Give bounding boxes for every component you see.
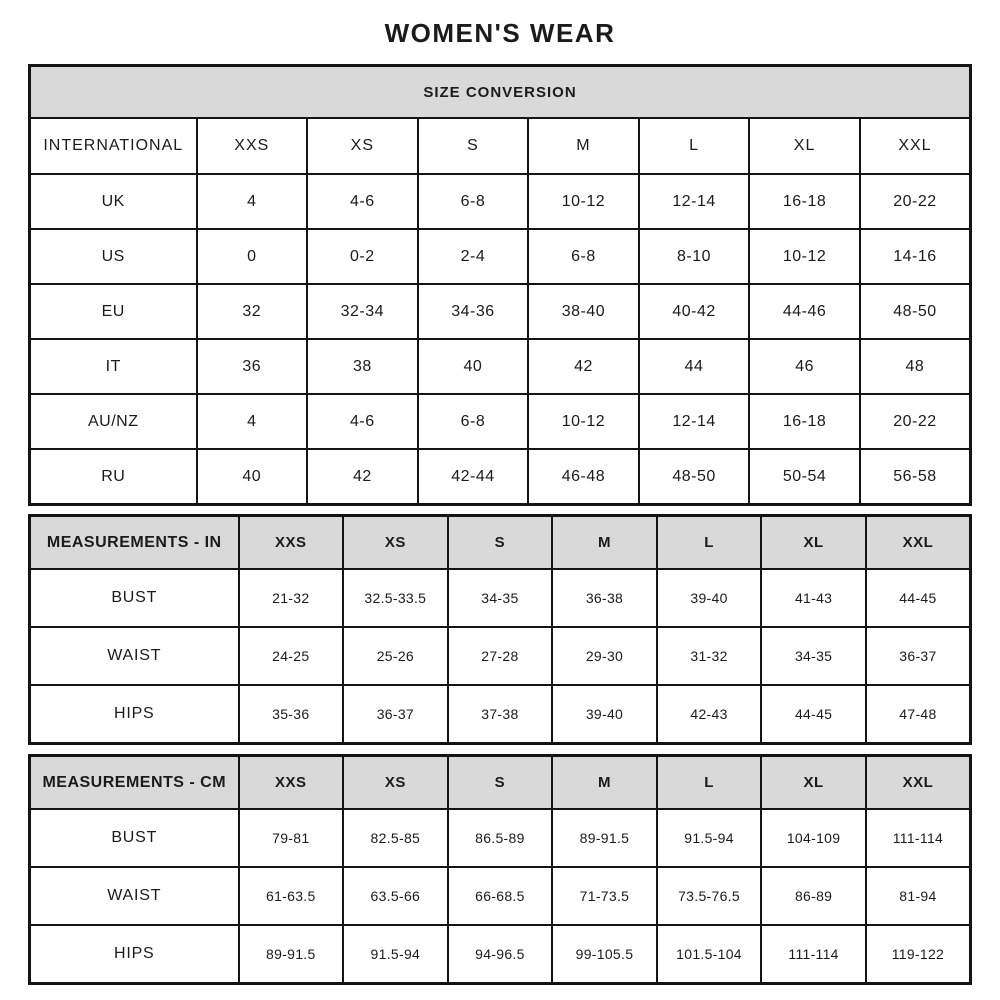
table-cell: 111-114	[866, 809, 971, 867]
table-cell: 94-96.5	[448, 925, 553, 984]
table-cell: 56-58	[860, 449, 971, 505]
table-cell: 50-54	[749, 449, 860, 505]
page-title: WOMEN'S WEAR	[384, 18, 616, 48]
table-cell: 40-42	[639, 284, 750, 339]
column-header-international: INTERNATIONAL	[30, 118, 197, 174]
table-cell: 44-45	[866, 569, 971, 627]
table-cell: 24-25	[239, 627, 344, 685]
column-header-xs: XS	[343, 516, 448, 570]
table-cell: 89-91.5	[239, 925, 344, 984]
table-cell: 86-89	[761, 867, 866, 925]
table-cell: 34-35	[761, 627, 866, 685]
table-row-hips	[30, 925, 971, 984]
table-cell: 38-40	[528, 284, 639, 339]
table-cell: 21-32	[239, 569, 344, 627]
column-header-xxs: XXS	[239, 756, 344, 810]
table-cell: 111-114	[761, 925, 866, 984]
table-cell: 42-43	[657, 685, 762, 744]
column-header-xl: XL	[749, 118, 860, 174]
table-cell: 0-2	[307, 229, 418, 284]
table-row-bust	[30, 569, 971, 627]
column-header-xxs: XXS	[239, 516, 344, 570]
table-cell: 12-14	[639, 394, 750, 449]
column-header-m: M	[528, 118, 639, 174]
table-cell: 8-10	[639, 229, 750, 284]
table-cell: 44-45	[761, 685, 866, 744]
table-cell: 48	[860, 339, 971, 394]
table-cell: 40	[197, 449, 308, 505]
row-label: HIPS	[30, 925, 239, 984]
table-cell: 82.5-85	[343, 809, 448, 867]
table-cell: 91.5-94	[343, 925, 448, 984]
table-cell: 40	[418, 339, 529, 394]
table-cell: 104-109	[761, 809, 866, 867]
table-cell: 36-38	[552, 569, 657, 627]
table-cell: 6-8	[418, 394, 529, 449]
row-label: BUST	[30, 809, 239, 867]
column-header-xxl: XXL	[860, 118, 971, 174]
measurements-cm-title: MEASUREMENTS - CM	[30, 756, 239, 810]
table-cell: 47-48	[866, 685, 971, 744]
table-row-ru	[30, 449, 971, 505]
table-cell: 42	[307, 449, 418, 505]
column-header-l: L	[657, 756, 762, 810]
table-cell: 39-40	[657, 569, 762, 627]
row-label: AU/NZ	[30, 394, 197, 449]
table-cell: 4	[197, 394, 308, 449]
table-cell: 71-73.5	[552, 867, 657, 925]
row-label: UK	[30, 174, 197, 229]
row-label: BUST	[30, 569, 239, 627]
table-cell: 4-6	[307, 174, 418, 229]
column-header-xl: XL	[761, 756, 866, 810]
table-cell: 46	[749, 339, 860, 394]
column-header-l: L	[639, 118, 750, 174]
table-row-uk	[30, 174, 971, 229]
table-cell: 0	[197, 229, 308, 284]
column-header-xs: XS	[307, 118, 418, 174]
table-cell: 16-18	[749, 174, 860, 229]
table-row-eu	[30, 284, 971, 339]
row-label: RU	[30, 449, 197, 505]
table-cell: 38	[307, 339, 418, 394]
table-cell: 61-63.5	[239, 867, 344, 925]
table-cell: 16-18	[749, 394, 860, 449]
column-header-xxs: XXS	[197, 118, 308, 174]
row-label: HIPS	[30, 685, 239, 744]
table-row-waist	[30, 867, 971, 925]
table-cell: 42-44	[418, 449, 529, 505]
table-cell: 32-34	[307, 284, 418, 339]
measurements-in-table	[28, 514, 972, 745]
table-cell: 39-40	[552, 685, 657, 744]
table-cell: 79-81	[239, 809, 344, 867]
table-cell: 63.5-66	[343, 867, 448, 925]
table-row-waist	[30, 627, 971, 685]
table-cell: 119-122	[866, 925, 971, 984]
table-cell: 46-48	[528, 449, 639, 505]
table-banner-row	[30, 66, 971, 119]
table-cell: 31-32	[657, 627, 762, 685]
table-cell: 29-30	[552, 627, 657, 685]
row-label: EU	[30, 284, 197, 339]
table-cell: 27-28	[448, 627, 553, 685]
table-row-bust	[30, 809, 971, 867]
table-cell: 37-38	[448, 685, 553, 744]
column-header-s: S	[448, 756, 553, 810]
column-header-row	[30, 118, 971, 174]
table-cell: 86.5-89	[448, 809, 553, 867]
table-cell: 89-91.5	[552, 809, 657, 867]
table-cell: 10-12	[528, 394, 639, 449]
table-cell: 36	[197, 339, 308, 394]
column-header-xl: XL	[761, 516, 866, 570]
column-header-row	[30, 756, 971, 810]
table-cell: 6-8	[418, 174, 529, 229]
row-label: WAIST	[30, 867, 239, 925]
table-row-hips	[30, 685, 971, 744]
table-cell: 10-12	[528, 174, 639, 229]
table-cell: 20-22	[860, 394, 971, 449]
table-cell: 10-12	[749, 229, 860, 284]
size-conversion-title: SIZE CONVERSION	[30, 66, 971, 119]
table-cell: 34-35	[448, 569, 553, 627]
table-cell: 44-46	[749, 284, 860, 339]
table-cell: 48-50	[639, 449, 750, 505]
table-cell: 36-37	[343, 685, 448, 744]
column-header-xxl: XXL	[866, 516, 971, 570]
table-cell: 20-22	[860, 174, 971, 229]
row-label: IT	[30, 339, 197, 394]
table-cell: 34-36	[418, 284, 529, 339]
table-cell: 32	[197, 284, 308, 339]
table-cell: 4-6	[307, 394, 418, 449]
table-cell: 73.5-76.5	[657, 867, 762, 925]
table-cell: 25-26	[343, 627, 448, 685]
table-cell: 44	[639, 339, 750, 394]
measurements-in-title: MEASUREMENTS - IN	[30, 516, 239, 570]
table-cell: 66-68.5	[448, 867, 553, 925]
column-header-m: M	[552, 516, 657, 570]
table-cell: 35-36	[239, 685, 344, 744]
table-cell: 42	[528, 339, 639, 394]
table-cell: 2-4	[418, 229, 529, 284]
table-cell: 6-8	[528, 229, 639, 284]
table-cell: 32.5-33.5	[343, 569, 448, 627]
table-cell: 91.5-94	[657, 809, 762, 867]
table-cell: 36-37	[866, 627, 971, 685]
row-label: US	[30, 229, 197, 284]
table-row-us	[30, 229, 971, 284]
table-cell: 48-50	[860, 284, 971, 339]
column-header-row	[30, 516, 971, 570]
row-label: WAIST	[30, 627, 239, 685]
column-header-m: M	[552, 756, 657, 810]
table-row-it	[30, 339, 971, 394]
column-header-s: S	[448, 516, 553, 570]
table-cell: 41-43	[761, 569, 866, 627]
measurements-cm-table	[28, 754, 972, 985]
size-conversion-table	[28, 64, 972, 506]
table-cell: 101.5-104	[657, 925, 762, 984]
column-header-s: S	[418, 118, 529, 174]
table-cell: 99-105.5	[552, 925, 657, 984]
column-header-l: L	[657, 516, 762, 570]
table-cell: 4	[197, 174, 308, 229]
column-header-xxl: XXL	[866, 756, 971, 810]
table-row-aunz	[30, 394, 971, 449]
column-header-xs: XS	[343, 756, 448, 810]
table-cell: 81-94	[866, 867, 971, 925]
table-cell: 12-14	[639, 174, 750, 229]
table-cell: 14-16	[860, 229, 971, 284]
